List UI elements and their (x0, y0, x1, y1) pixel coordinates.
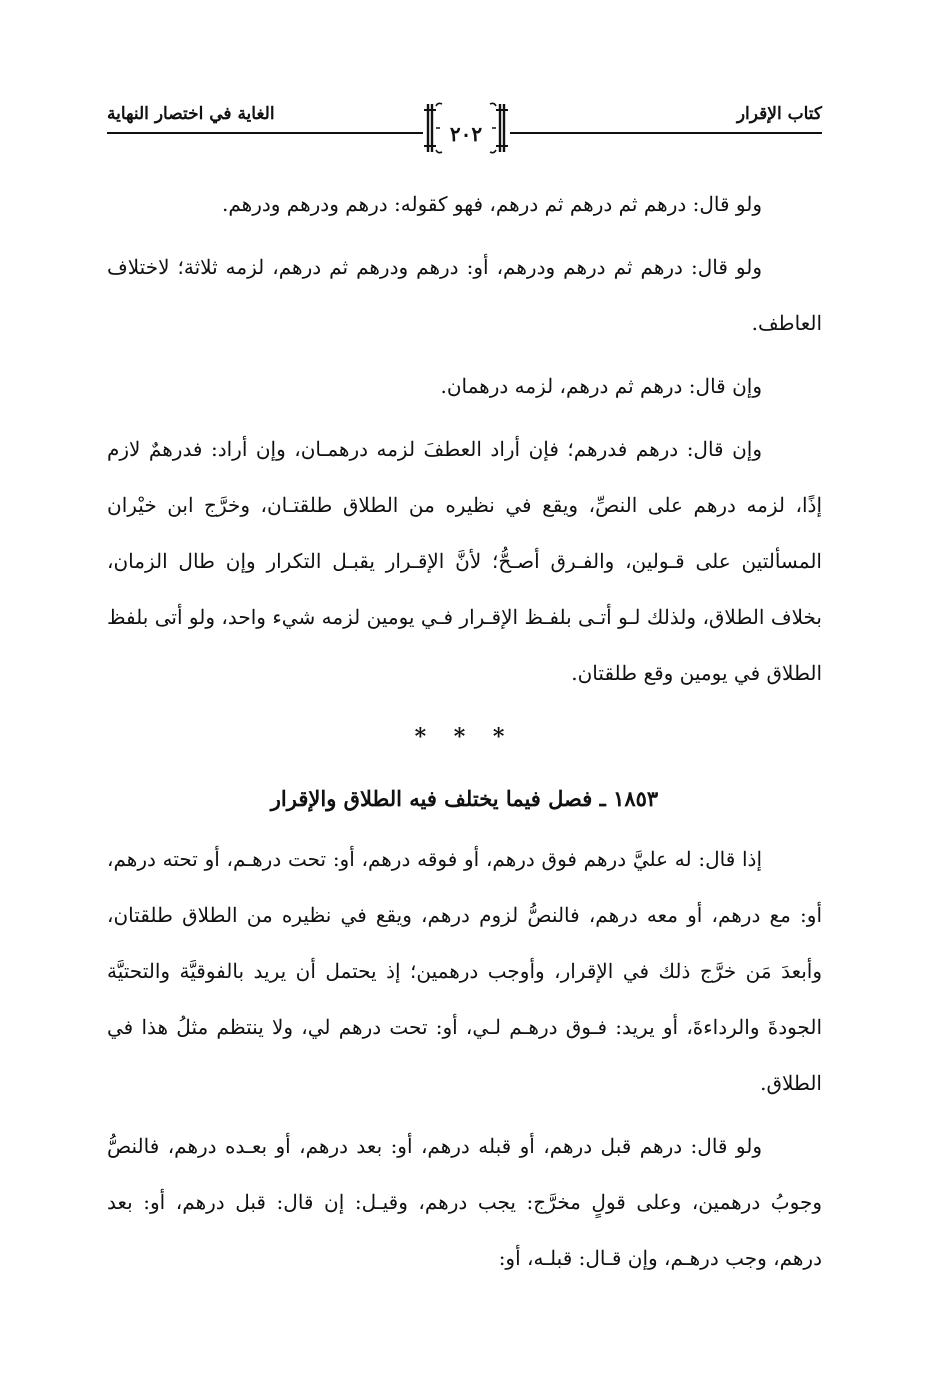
section-heading: ١٨٥٣ ـ فصل فيما يختلف فيه الطلاق والإقرار (270, 786, 659, 811)
header-rule-left (107, 132, 423, 134)
paragraph: وإن قال: درهم ثم درهم، لزمه درهمان. (440, 374, 762, 398)
paragraph: إذا قال: له عليَّ درهم فوق درهم، أو فوقه درهم، أو: تحت درهـم، أو تحته درهم، أو: مع درهم، أو معه درهم، فالنصُّ لزوم درهم، ويقع في نظيره من الطلاق طلقتان، وأبعدَ مَن خرَّج ذلك في الإقرار، وأوجب درهمين؛ إذ يحتمل أن يريد بالفوقيَّة والتحتيَّة الجودةَ والرداءةَ، أو يريد: فـوق درهـم لـي، أو: تحت درهم لي، ولا ينتظم مثلُ هذا في الطلاق. (107, 847, 822, 1095)
paragraph: وإن قال: درهم فدرهم؛ فإن أراد العطفَ لزمه درهمـان، وإن أراد: فدرهمٌ لازم إذًا، لزمه درهم على النصِّ، ويقع في نظيره من الطلاق طلقتـان، وخرَّج ابن خيْران المسألتين على قـولين، والفـرق أصـحُّ؛ لأنَّ الإقـرار يقبـل التكرار وإن طال الزمان، بخلاف الطلاق، ولذلك لـو أتـى بلفـظ الإقـرار فـي يومين لزمه شيء واحد، ولو أتى بلفظ الطلاق في يومين وقع طلقتان. (107, 437, 822, 685)
page-number-frame (422, 100, 510, 156)
header-rule-right (510, 132, 822, 134)
page-number: ٢٠٢ (449, 122, 483, 146)
running-head-section: كتاب الإقرار (736, 104, 822, 124)
running-head-title: الغاية في اختصار النهاية (107, 104, 275, 124)
paragraph: ولو قال: درهم قبل درهم، أو قبله درهم، أو: بعد درهم، أو بعـده درهم، فالنصُّ وجوبُ درهمين، وعلى قولٍ مخرَّج: يجب درهم، وقيـل: إن قال: قبل درهم، أو: بعد درهم، وجب درهـم، وإن قـال: قبلـه، أو: (107, 1134, 822, 1270)
paragraph: ولو قال: درهم ثم درهم ثم درهم، فهو كقوله: درهم ودرهم ودرهم. (222, 192, 762, 216)
section-separator: * * * (414, 724, 515, 750)
body-text (107, 176, 822, 1286)
paragraph: ولو قال: درهم ثم درهم ودرهم، أو: درهم ودرهم ثم درهم، لزمه ثلاثة؛ لاختلاف العاطف. (107, 255, 822, 335)
